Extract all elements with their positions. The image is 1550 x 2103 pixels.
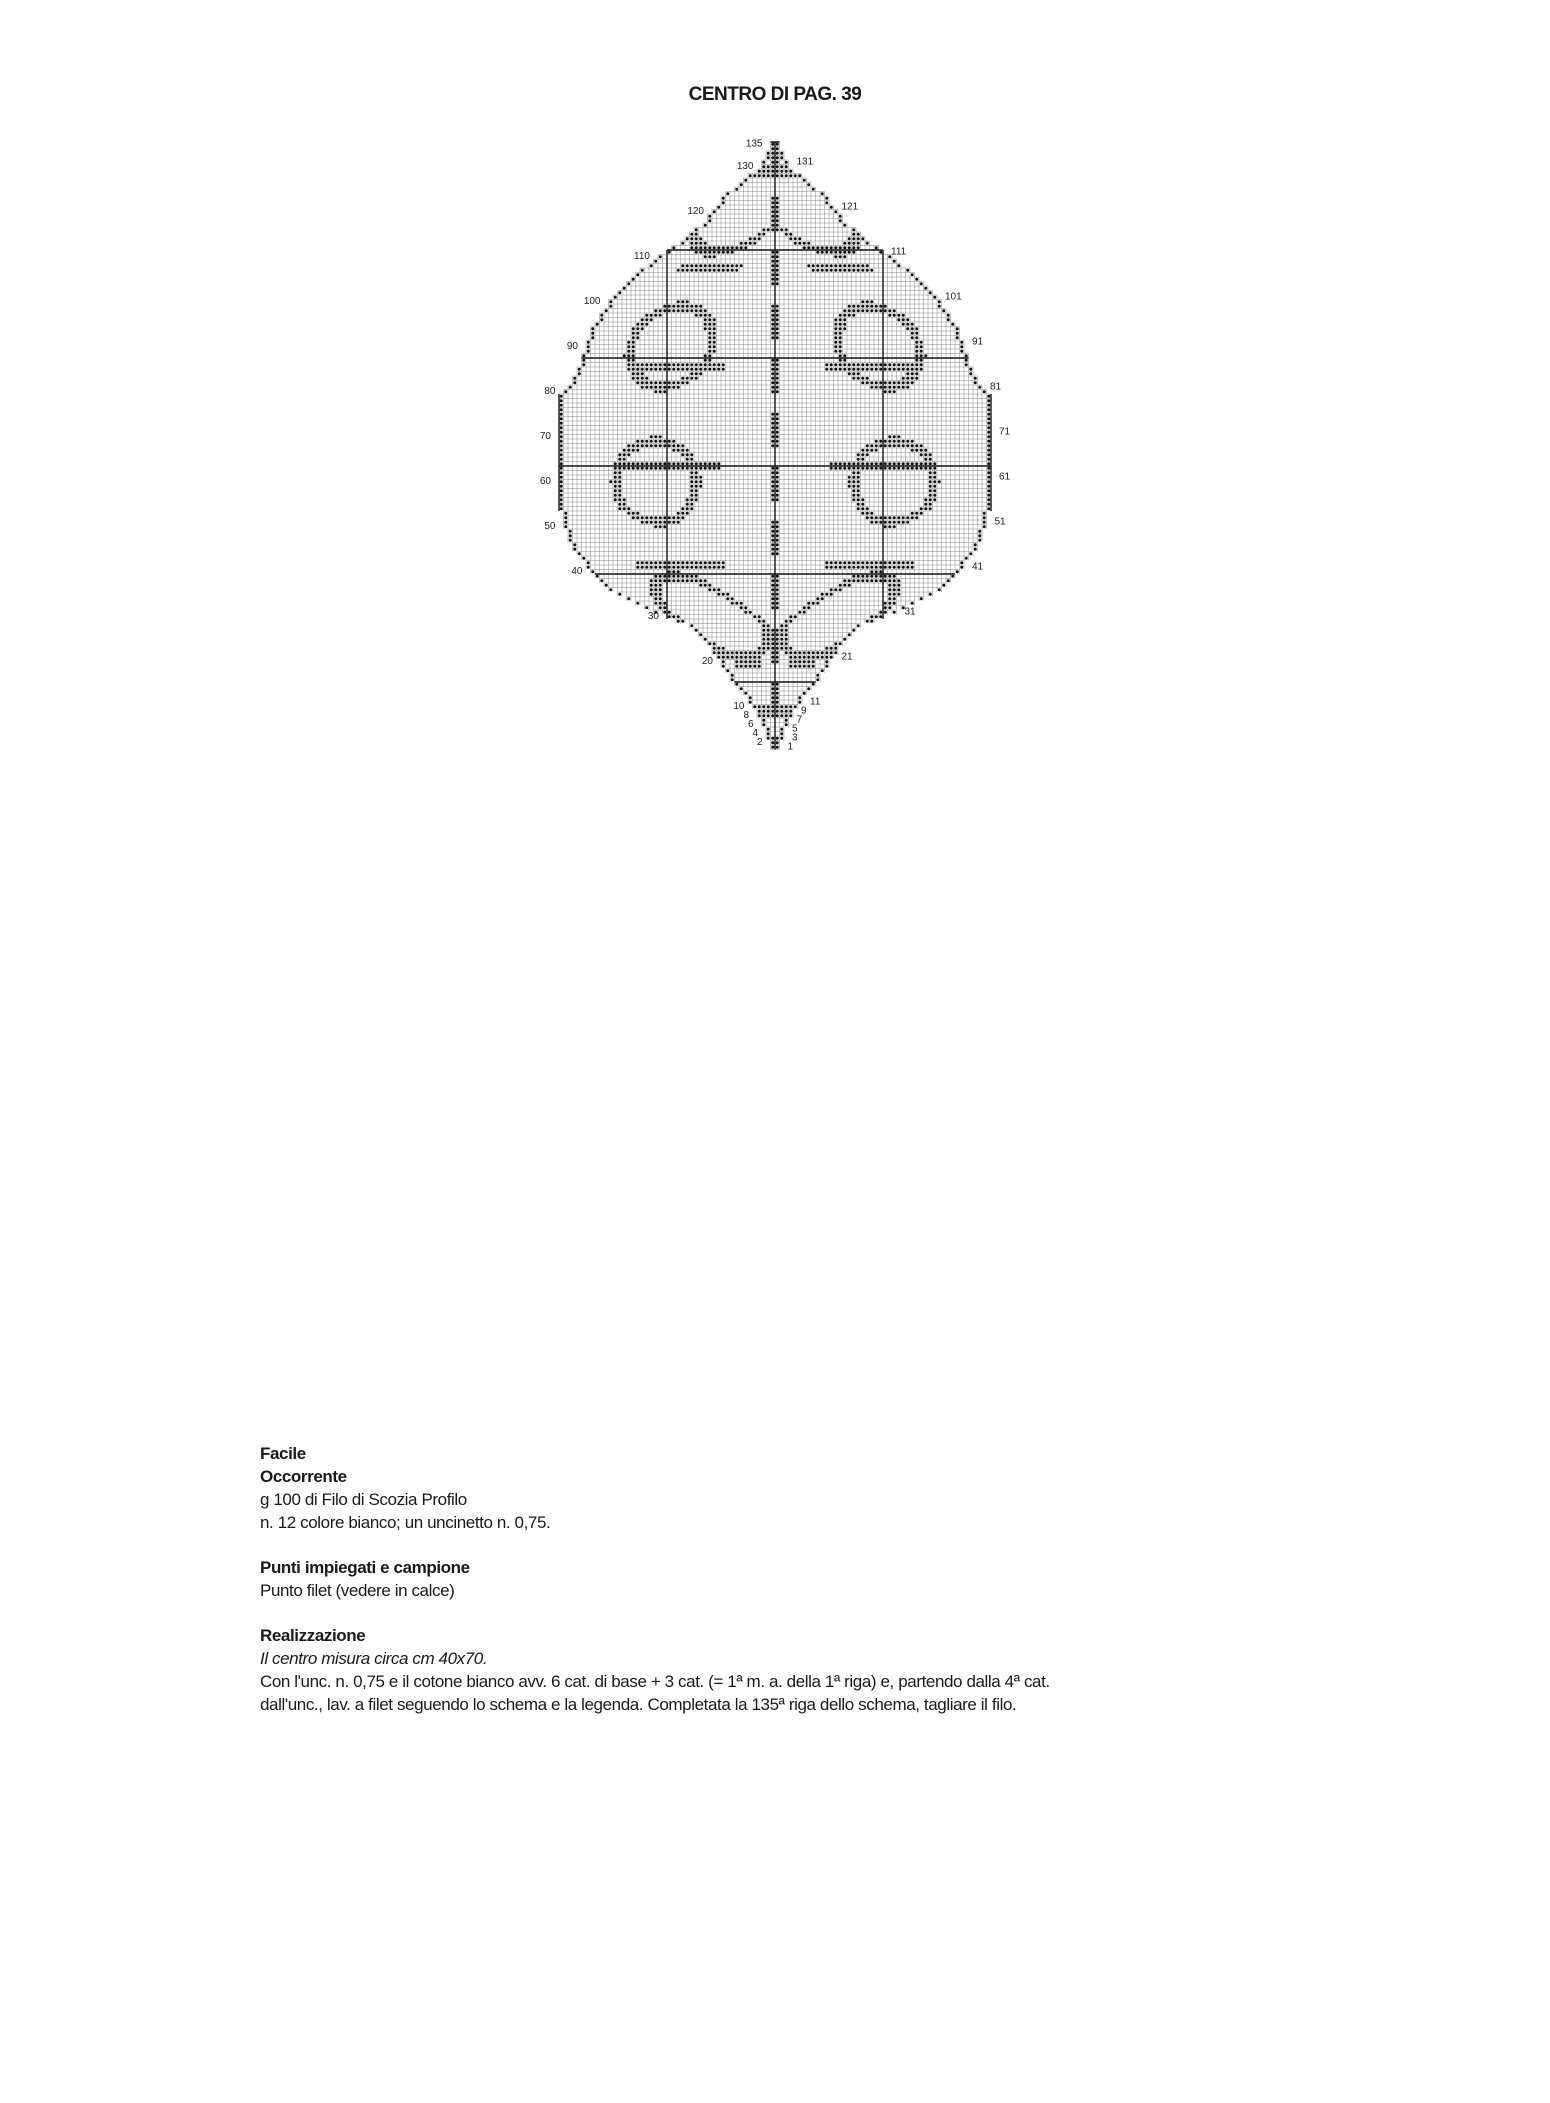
- size-note: Il centro misura circa cm 40x70.: [260, 1649, 488, 1668]
- row-number-right: 3: [792, 732, 798, 744]
- row-number-right: 31: [904, 606, 916, 618]
- row-number-right: 131: [796, 156, 814, 168]
- row-number-left: 130: [736, 161, 754, 172]
- row-number-right: 51: [994, 516, 1006, 528]
- row-number-left: 40: [571, 566, 583, 577]
- row-number-left: 100: [583, 296, 601, 307]
- row-number-right: 111: [891, 246, 907, 258]
- row-number-left: 135: [745, 138, 763, 150]
- row-number-left: 110: [634, 251, 650, 262]
- row-number-left: 70: [539, 431, 551, 442]
- difficulty-label: Facile: [260, 1444, 306, 1463]
- row-number-left: 8: [743, 710, 749, 721]
- row-number-right: 91: [972, 336, 984, 348]
- row-number-left: 80: [544, 386, 556, 397]
- row-number-left: 50: [544, 521, 556, 532]
- stitches-text: Punto filet (vedere in calce): [260, 1581, 455, 1600]
- row-number-left: 120: [687, 206, 704, 217]
- making-heading: Realizzazione: [260, 1626, 366, 1645]
- materials-line-2: n. 12 colore bianco; un uncinetto n. 0,75.: [260, 1513, 551, 1532]
- row-number-right: 9: [801, 705, 807, 717]
- row-number-right: 7: [796, 714, 803, 726]
- row-number-right: 1: [787, 741, 794, 753]
- row-number-right: 5: [792, 723, 798, 735]
- row-number-left: 10: [733, 701, 745, 712]
- row-number-right: 21: [841, 651, 853, 663]
- row-number-right: 11: [810, 696, 821, 708]
- row-number-left: 90: [566, 341, 578, 352]
- row-number-right: 121: [841, 201, 859, 213]
- row-number-right: 61: [999, 471, 1011, 483]
- making-line-1: Con l'unc. n. 0,75 e il cotone bianco avv. 6 cat. di base + 3 cat. (= 1ª m. a. della 1ª riga) e, partendo dalla 4ª cat.: [260, 1672, 1050, 1691]
- row-number-right: 101: [945, 291, 962, 303]
- making-line-2: dall'unc., lav. a filet seguendo lo schema e la legenda. Completata la 135ª riga dello schema, tagliare il filo.: [260, 1695, 1017, 1714]
- row-number-right: 81: [990, 381, 1002, 393]
- row-number-left: 60: [539, 476, 551, 487]
- row-number-right: 41: [972, 561, 984, 573]
- page-title: CENTRO DI PAG. 39: [688, 84, 862, 105]
- instructions-block: [260, 1442, 1310, 1716]
- row-number-left: 4: [752, 728, 758, 739]
- row-number-left: 6: [747, 719, 754, 730]
- row-number-left: 20: [701, 656, 713, 667]
- chart-major-lines: [559, 142, 991, 750]
- materials-heading: Occorrente: [260, 1467, 347, 1486]
- materials-line-1: g 100 di Filo di Scozia Profilo: [260, 1490, 467, 1509]
- stitches-heading: Punti impiegati e campione: [260, 1558, 470, 1577]
- row-number-left: 2: [756, 737, 763, 748]
- row-number-right: 71: [999, 426, 1011, 438]
- row-number-left: 30: [647, 611, 659, 622]
